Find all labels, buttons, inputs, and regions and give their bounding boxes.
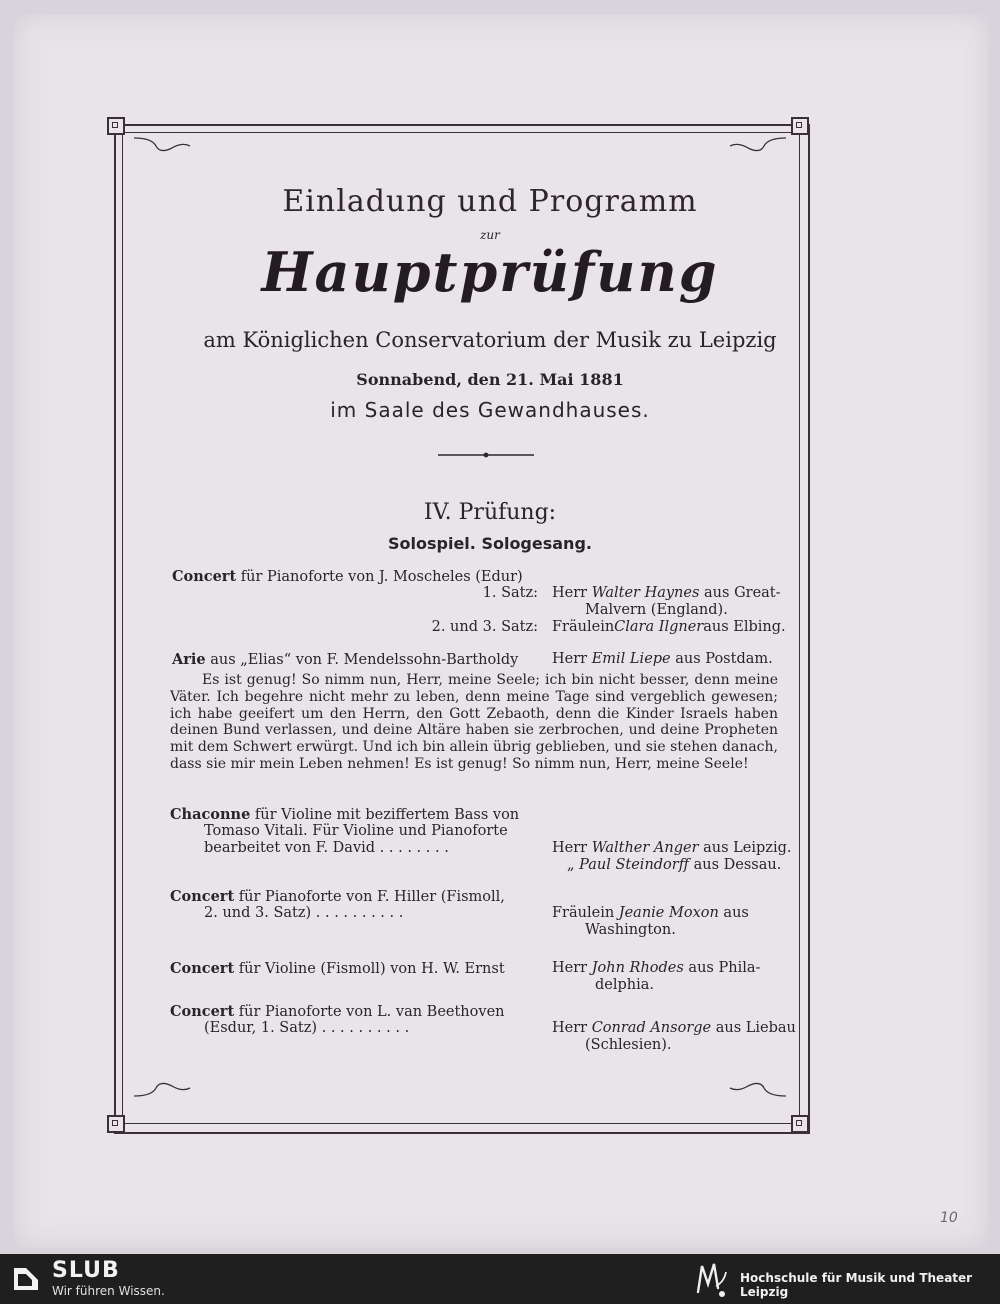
handwritten-page-number: 10 — [940, 1210, 958, 1226]
performer-origin: aus Postdam. — [670, 651, 773, 667]
piece-description-cont: 2. und 3. Satz) . . . . . . . . . . — [204, 905, 404, 921]
performer-name: John Rhodes — [591, 960, 684, 976]
title-connector: zur — [480, 228, 500, 242]
performer-name: Jeanie Moxon — [618, 905, 719, 921]
performer-origin-cont: Malvern (England). — [585, 602, 728, 618]
program-item-2 — [172, 651, 518, 669]
performer — [552, 619, 786, 636]
slub-tagline: Wir führen Wissen. — [52, 1284, 165, 1298]
piece-description: für Pianoforte von L. van Beethoven — [234, 1004, 505, 1020]
document-title: Einladung und Programm — [282, 184, 698, 219]
program-item-3 — [170, 806, 519, 824]
performer — [552, 651, 773, 668]
flourish-ornament — [132, 1078, 192, 1098]
performer-origin-cont: delphia. — [595, 977, 655, 993]
frame-corner-ornament — [107, 117, 125, 135]
performer-origin: aus — [718, 905, 749, 921]
performer — [567, 857, 781, 874]
performer-name: Walther Anger — [591, 840, 699, 856]
piece-description-cont: (Esdur, 1. Satz) . . . . . . . . . . — [204, 1020, 410, 1036]
flourish-ornament — [728, 1078, 788, 1098]
frame-corner-ornament — [791, 117, 809, 135]
performer-name: Clara Ilgner — [614, 619, 704, 635]
performer-origin-cont: (Schlesien). — [585, 1037, 672, 1053]
performer-title: Fräulein — [552, 619, 615, 635]
program-item-5 — [170, 960, 505, 978]
event-date: Sonnabend, den 21. Mai 1881 — [356, 370, 624, 389]
piece-description: für Violine (Fismoll) von H. W. Ernst — [234, 961, 505, 977]
program-item-6 — [170, 1003, 505, 1021]
performer-title: Herr — [552, 960, 592, 976]
slub-logo-icon[interactable] — [12, 1264, 40, 1292]
program-item-1 — [172, 568, 523, 586]
piece-type: Chaconne — [170, 806, 251, 823]
hmt-name[interactable]: Hochschule für Musik und Theater Leipzig — [740, 1271, 973, 1299]
piece-description-cont: bearbeitet von F. David . . . . . . . . — [204, 840, 449, 856]
movement-label: 1. Satz: — [482, 585, 538, 601]
performer-origin: aus Dessau. — [689, 857, 782, 873]
piece-type: Concert — [170, 960, 235, 977]
performer-origin: aus Elbing. — [703, 619, 786, 635]
flourish-ornament — [728, 136, 788, 156]
performer — [552, 585, 781, 602]
flourish-ornament — [132, 136, 192, 156]
piece-type: Concert — [170, 888, 235, 905]
frame-corner-ornament — [107, 1115, 125, 1133]
performer-origin: aus Great- — [699, 585, 781, 601]
piece-description: für Pianoforte von J. Moscheles (Edur) — [236, 569, 523, 585]
performer — [552, 1020, 796, 1037]
piece-description: für Violine mit beziffertem Bass von — [250, 807, 520, 823]
performer-origin: aus Liebau — [711, 1020, 796, 1036]
performer — [552, 905, 749, 922]
hmt-logo-icon[interactable] — [694, 1258, 730, 1300]
piece-description: aus „Elias“ von F. Mendelssohn-Bartholdy — [205, 652, 519, 668]
performer — [552, 840, 791, 857]
performer-name: Paul Steindorff — [579, 857, 689, 873]
aria-lyrics — [170, 672, 778, 773]
performer-name: Emil Liepe — [591, 651, 671, 667]
piece-type: Concert — [170, 1003, 235, 1020]
frame-corner-ornament — [791, 1115, 809, 1133]
piece-type: Concert — [172, 568, 237, 585]
slub-name[interactable]: SLUB — [52, 1258, 120, 1283]
exam-heading: IV. Prüfung: — [423, 500, 557, 525]
performer-origin: aus Phila- — [683, 960, 761, 976]
performer-title: Herr — [552, 840, 592, 856]
event-venue: im Saale des Gewandhauses. — [330, 398, 650, 422]
performer — [552, 960, 760, 977]
piece-type: Arie — [172, 651, 206, 668]
institution-line: am Königlichen Conservatorium der Musik zu Leipzig — [203, 328, 777, 352]
program-item-4 — [170, 888, 505, 906]
footer-bar — [0, 1254, 1000, 1304]
performer-title: Herr — [552, 1020, 592, 1036]
performer-title: Herr — [552, 585, 592, 601]
piece-description: für Pianoforte von F. Hiller (Fismoll, — [234, 889, 505, 905]
piece-description-cont: Tomaso Vitali. Für Violine und Pianoforte — [204, 823, 508, 839]
performer-title: Herr — [552, 651, 592, 667]
exam-subheading: Solospiel. Sologesang. — [388, 534, 592, 553]
performer-origin-cont: Washington. — [585, 922, 676, 938]
performer-title: Fräulein — [552, 905, 619, 921]
performer-name: Conrad Ansorge — [591, 1020, 712, 1036]
main-title: Hauptprüfung — [261, 240, 719, 304]
performer-title: „ — [567, 857, 580, 873]
performer-name: Walter Haynes — [591, 585, 700, 601]
movement-label: 2. und 3. Satz: — [431, 619, 538, 635]
lyrics-text: Es ist genug! So nimm nun, Herr, meine Seele; ich bin nicht besser, denn meine Väter. Ich begehre nicht mehr zu leben, denn meine Tage sind vergeblich gewesen; ich habe geeifert um den Herrn, den Gott Zebaoth, denn die Kinder Israels haben deinen Bund verlassen, und deine Altäre haben sie zerbrochen, und deine Propheten mit dem Schwert erwürgt. Und ich bin allein übrig geblieben, und sie stehen danach, dass sie mir mein Leben nehmen! Es ist genug! So nimm nun, Herr, meine Seele! — [170, 672, 778, 772]
performer-origin: aus Leipzig. — [698, 840, 792, 856]
ornamental-divider — [438, 452, 534, 458]
